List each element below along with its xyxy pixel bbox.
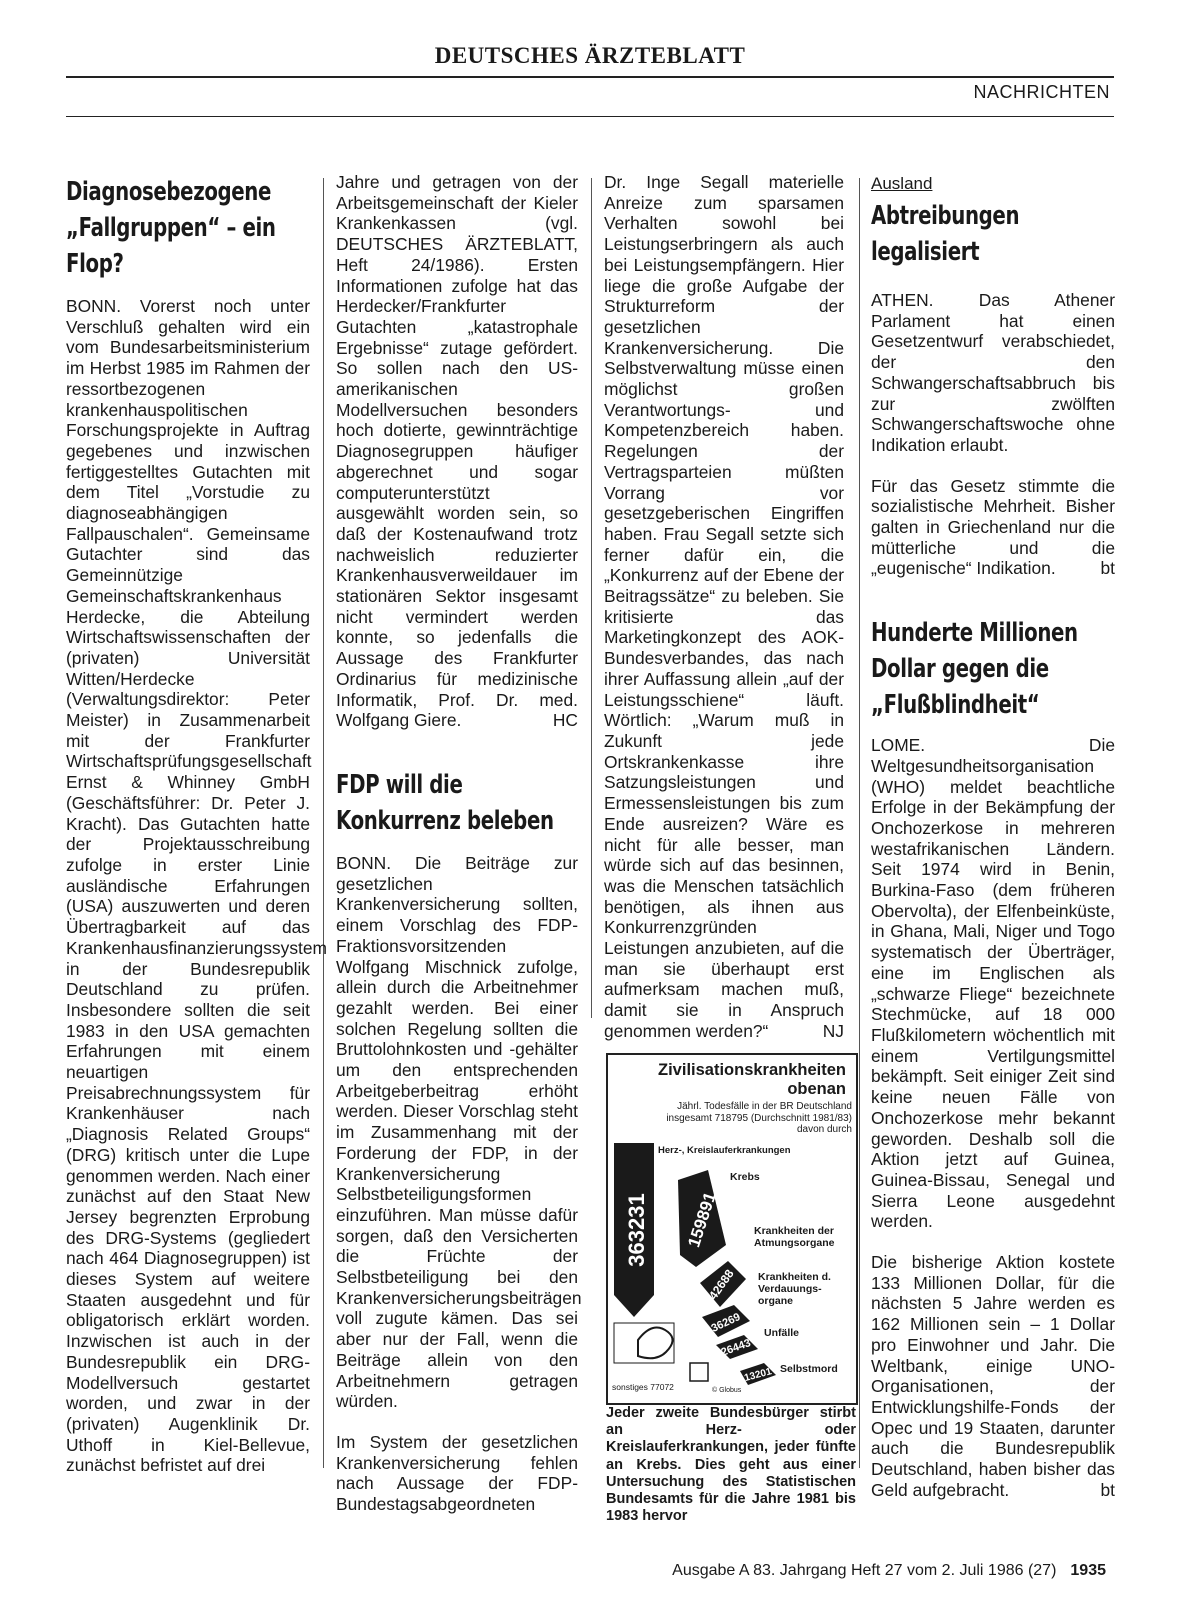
article-body xyxy=(871,476,1115,580)
page-number: 1935 xyxy=(1070,1562,1106,1579)
article-text: Dr. Inge Segall materielle Anreize zum sparsamen Verhalten sowohl bei Leistungserbringern als auch bei Leistungsempfängern. Hier liege die große Aufgabe der Strukturreform der gesetzlichen Krankenversicherung. Die Selbstverwaltung müsse einen möglichst großen Verantwortungs- und Kompetenzbereich haben. Regelungen der Vertragsparteien müßten Vorrang vor gesetzgeberischen Eingriffen haben. Frau Segall setzte sich ferner dafür ein, die „Konkurrenz auf der Ebene der Beitragssätze“ zu beleben. Sie kritisierte das Marketingkonzept des AOK-Bundesverbandes, das nach ihrer Auffassung allein „auf der Leistungsschiene“ läuft. Wörtlich: „Warum muß in Zukunft jede Ortskrankenkasse ihre Satzungsleistungen und Ermessensleistungen bis zum Ende ausreizen? Wäre es nicht für alle besser, man würde sich auf das besinnen, was die Menschen tatsächlich benötigen, als ihnen aus Konkurrenzgründen Leistungen anzubieten, auf die man sie überhaupt erst aufmerksam machen muß, damit sie in Anspruch genommen werden?“ xyxy=(604,172,844,1041)
arrow-value-label: 363231 xyxy=(623,1193,649,1267)
infographic-caption: Jeder zweite Bundesbürger stirbt an Herz- oder Kreislauferkrankungen, jeder fünfte an Krebs. Dies geht aus einer Untersuchung des Statistischen Bundesamts für die Jahre 1981 bis 1983 hervor xyxy=(606,1405,856,1525)
label-unfaelle: Unfälle xyxy=(764,1327,800,1339)
label-herz: Herz-, Kreislauferkrankungen xyxy=(658,1145,791,1156)
author-signature: bt xyxy=(1100,1479,1115,1500)
label-verdauung: Krankheiten d. Verdauungs- organe xyxy=(758,1271,831,1307)
column-2 xyxy=(336,172,582,1515)
label-other: sonstiges 77072 xyxy=(612,1382,674,1392)
author-signature: bt xyxy=(1100,558,1115,579)
subtitle-line: davon durch xyxy=(796,1124,852,1135)
column-1 xyxy=(66,177,328,1476)
author-signature: NJ xyxy=(822,1020,844,1041)
subtitle-line: insgesamt 718795 (Durchschnitt 1981/83) xyxy=(666,1112,852,1124)
article-text: Die bisherige Aktion kostete 133 Millionen Dollar, für die nächsten 5 Jahre werden es 162 Millionen sein – 1 Dollar pro Einwohner und Jahr. Die Weltbank, einige UNO-Organisationen, der Entwicklungshilfe-Fonds der Opec und 19 Staaten, darunter auch die Bundesrepublik Deutschland, haben bisher das Geld aufgebracht. xyxy=(871,1252,1115,1500)
header-rule xyxy=(66,116,1114,117)
article-body-continued xyxy=(604,172,844,1042)
arrow-value-label: 36269 xyxy=(709,1311,743,1335)
infographic xyxy=(606,1053,858,1405)
department-label: Ausland xyxy=(871,174,933,193)
author-signature: HC xyxy=(552,710,578,731)
article-headline: Hunderte Millionen Dollar gegen die „Flußblindheit“ xyxy=(871,618,1078,721)
label-selbstmord: Selbstmord xyxy=(780,1363,838,1375)
article-body: BONN. Vorerst noch unter Verschluß gehalten wird ein vom Bundesarbeitsministerium im Herbst 1985 im Rahmen der ressortbezogenen krankenhauspolitischen Forschungsprojekte in Auftrag gegebenes und inzwischen fertiggestelltes Gutachten mit dem Titel „Vorstudie zu diagnoseabhängigen Fallpauschalen“. Gemeinsame Gutachter sind das Gemeinnützige Gemeinschaftskrankenhaus Herdecke, die Abteilung Wirtschaftswissenschaften der (privaten) Universität Witten/Herdecke (Verwaltungsdirektor: Peter Meister) in Zusammenarbeit mit der Frankfurter Wirtschaftsprüfungsgesellschaft Ernst & Whinney GmbH (Geschäftsführer: Dr. Peter J. Kracht). Das Gutachten hatte der Projektausschreibung zufolge in erster Linie ausländische Erfahrungen (USA) auszuwerten und deren Übertragbarkeit auf das Krankenhausfinanzierungssystem in der Bundesrepublik Deutschland zu prüfen. Insbesondere sollten die seit 1983 in den USA gemachten Erfahrungen mit einem neuartigen Preisabrechnungssystem für Krankenhäuser nach „Diagnosis Related Groups“ (DRG) kritisch unter die Lupe genommen werden. Nach einer zunächst auf den Staat New Jersey begrenzten Erprobung des DRG-Systems (gegliedert nach 464 Diagnosegruppen) ist dieses System auf weitere Staaten ausgedehnt und für obligatorisch erklärt worden. Inzwischen ist auch in der Bundesrepublik ein DRG-Modellversuch gestartet worden, und zwar in der (privaten) Augenklinik Dr. Uthoff in Kiel-Bellevue, zunächst befristet auf drei xyxy=(66,296,328,1476)
article-body: Im System der gesetzlichen Krankenversicherung fehlen nach Aussage der FDP-Bundestagsabgeordneten xyxy=(336,1431,578,1515)
column-3 xyxy=(604,172,844,1042)
masthead-title: DEUTSCHES ÄRZTEBLATT xyxy=(434,43,746,68)
masthead xyxy=(66,40,1114,78)
article-text: Jahre und getragen von der Arbeitsgemeinschaft der Kieler Krankenkassen (vgl. DEUTSCHES ÄRZTEBLATT, Heft 24/1986). Ersten Informationen zufolge hat das Herdecker/Frankfurter Gutachten „katastrophale Ergebnisse“ zutage gefördert. So sollen nach den US-amerikanischen Modellversuchen besonders hoch dotierte, gewinnträchtige Diagnosegruppen häufiger abgerechnet und sogar computerunterstützt ausgewählt worden sein, so daß der Kostenaufwand trotz nachweislich reduzierter Krankenhausverweildauer im stationären Sektor insgesamt nicht vermindert werden konnte, so jedenfalls die Aussage des Frankfurter Ordinarius für medizinische Informatik, Prof. Dr. med. Wolfgang Giere. xyxy=(336,172,578,731)
column-4 xyxy=(871,174,1115,1500)
arrow-value-label: 42688 xyxy=(706,1266,737,1303)
hand-illustration xyxy=(638,1328,673,1359)
article-headline: Abtreibungen legalisiert xyxy=(871,201,1020,267)
section-label: NACHRICHTEN xyxy=(973,82,1110,102)
arrow-value-label: 13201 xyxy=(743,1366,773,1385)
column-divider xyxy=(859,178,860,1468)
label-krebs: Krebs xyxy=(730,1171,760,1183)
article-body-continued xyxy=(336,172,578,731)
article-body: ATHEN. Das Athener Parlament hat einen Gesetzentwurf verabschiedet, der den Schwangerschaftsabbruch bis zur zwölften Schwangerschaftswoche ohne Indikation erlaubt. xyxy=(871,290,1115,455)
globus-logo xyxy=(690,1363,708,1381)
column-divider xyxy=(323,178,324,1468)
article-headline: Diagnosebezogene „Fallgruppen“ – ein Flop? xyxy=(66,177,276,279)
label-atmung: Krankheiten der Atmungsorgane xyxy=(754,1225,835,1249)
column-divider xyxy=(591,178,592,1018)
issue-info: Ausgabe A 83. Jahrgang Heft 27 vom 2. Juli 1986 (27) xyxy=(672,1562,1057,1579)
title-line: obenan xyxy=(787,1080,846,1098)
article-body: LOME. Die Weltgesundheitsorganisation (WHO) meldet beachtliche Erfolge in der Bekämpfung der Onchozerkose in mehreren westafrikanischen Ländern. Seit 1974 wird in Benin, Burkina-Faso (dem früheren Obervolta), der Elfenbeinküste, in Ghana, Mali, Niger und Togo systematisch der Überträger, eine im Englischen als „schwarze Fliege“ bezeichnete Stechmücke, auf 18 000 Flußkilometern wöchentlich mit einem Vertilgungsmittel bekämpft. Seit einiger Zeit sind keine neuen Fälle von Onchozerkose mehr bekannt geworden. Deshalb soll die Aktion jetzt auf Guinea, Guinea-Bissau, Senegal und Sierra Leone ausgedehnt werden. xyxy=(871,735,1115,1232)
article-text: Für das Gesetz stimmte die sozialistische Mehrheit. Bisher galten in Griechenland nur die mütterliche und die „eugenische“ Indikation. xyxy=(871,475,1115,579)
page-footer xyxy=(0,1562,1106,1580)
arrow-value-label: 159891 xyxy=(684,1189,720,1250)
title-line: Zivilisationskrankheiten xyxy=(658,1061,846,1079)
article-body: BONN. Die Beiträge zur gesetzlichen Krankenversicherung sollten, einem Vorschlag des FDP-Fraktionsvorsitzenden Wolfgang Mischnick zufolge, allein durch die Arbeitnehmer gezahlt werden. Bei einer solchen Regelung sollten die Bruttolohnkosten und -gehälter um den entsprechenden Arbeitgeberbeitrag erhöht werden. Dieser Vorschlag steht im Zusammenhang mit der Forderung der FDP, in der Krankenversicherung Selbstbeteiligungsformen einzuführen. Man müsse dafür sorgen, daß den Versicherten die Früchte der Selbstbeteiligung bei den Krankenversicherungsbeiträgen voll zugute kämen. Das sei aber nur der Fall, wenn die Beiträge allein von den Arbeitnehmern getragen würden. xyxy=(336,852,582,1412)
article-body xyxy=(871,1252,1115,1500)
credit-text: © Globus xyxy=(712,1387,742,1394)
subtitle-line: Jährl. Todesfälle in der BR Deutschland xyxy=(677,1101,852,1112)
article-headline: FDP will die Konkurrenz beleben xyxy=(336,769,554,836)
arrow-value-label: 26443 xyxy=(719,1337,753,1359)
